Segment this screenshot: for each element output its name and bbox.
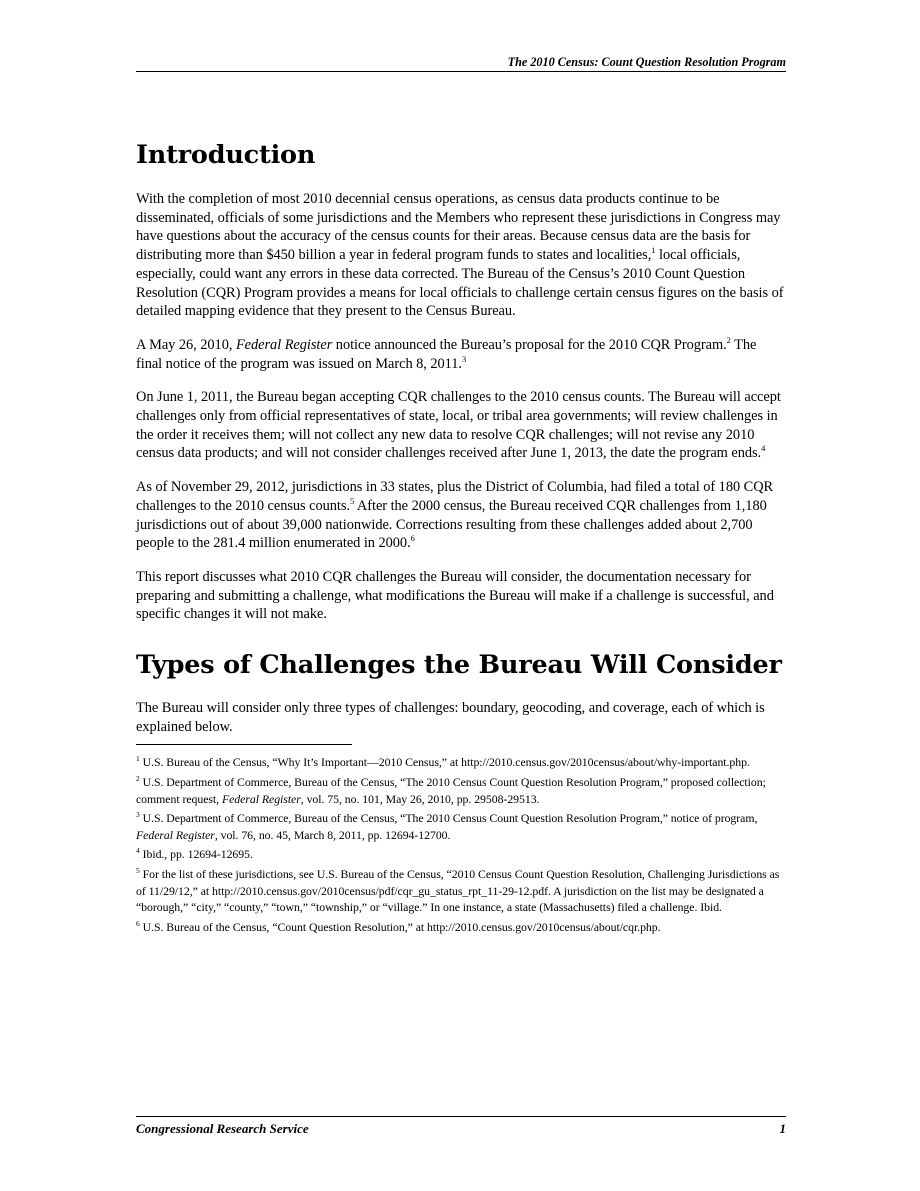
- intro-paragraph-5: This report discusses what 2010 CQR challenges the Bureau will consider, the documentation necessary for preparing and submitting a challenge, what modifications the Bureau will make if a challenge is successful, and specific changes it will not make.: [136, 568, 774, 623]
- footnote-ref-3[interactable]: 3: [461, 353, 467, 364]
- footnote-ref-5[interactable]: 5: [349, 495, 355, 506]
- running-header: The 2010 Census: Count Question Resolution Program: [507, 55, 786, 69]
- section-heading-introduction: Introduction: [136, 140, 316, 170]
- intro-paragraph-3: On June 1, 2011, the Bureau began accepting CQR challenges to the 2010 census counts. The Bureau will accept challenges only from official representatives of state, local, or tribal area governments; will review challenges in the order it receives them; will not collect any new data to resolve CQR challenges; will not revise any 2010 census data products; and will not consider challenges received after June 1, 2013, the date the program ends.$^4$: [136, 389, 781, 462]
- footnote-5: $^5$ For the list of these jurisdictions, see U.S. Bureau of the Census, “2010 Census Count Question Resolution, Challenging Jurisdictions as of 11/29/12,” at http://2010.census.gov/2010census/pdf/cqr_gu_status_rpt_11-29-12.pdf. A jurisdiction on the list may be designated a “borough,” “city,” “county,” “town,” “township,” or “village.” In one instance, a state (Massachusetts) filed a challenge. Ibid.: [136, 866, 780, 915]
- footnote-1: $^1$ U.S. Bureau of the Census, “Why It’s Important—2010 Census,” at http://2010.census.gov/2010census/about/why-important.php.: [136, 754, 750, 770]
- footer-rule: [136, 1116, 786, 1117]
- page-number: 1: [779, 1121, 786, 1136]
- page-content: [136, 140, 786, 938]
- intro-paragraph-1: With the completion of most 2010 decennial census operations, as census data products continue to be disseminated, officials of some jurisdictions and the Members who represent these jurisdictions in Congress may have questions about the accuracy of the census counts for their areas. Because census data are the basis for distributing more than $450 billion a year in federal program funds to states and localities,$^1$ local officials, especially, could want any errors in these data corrected. The Bureau of the Census’s 2010 Count Question Resolution (CQR) Program provides a means for local officials to challenge certain census figures on the basis of detailed mapping evidence that they present to the Census Bureau.: [136, 191, 784, 320]
- intro-paragraph-2: A May 26, 2010, Federal Register notice announced the Bureau’s proposal for the 2010 CQR Program.$^2$ The final notice of the program was issued on March 8, 2011.$^3$: [136, 334, 757, 372]
- footnote-ref-2[interactable]: 2: [726, 334, 731, 345]
- footnote-3: $^3$ U.S. Department of Commerce, Bureau of the Census, “The 2010 Census Count Question Resolution Program,” notice of program, Federal Register, vol. 76, no. 45, March 8, 2011, pp. 12694-12700.: [136, 810, 758, 842]
- footnote-6: $^6$ U.S. Bureau of the Census, “Count Question Resolution,” at http://2010.census.gov/2010census/about/cqr.php.: [136, 918, 661, 934]
- footnote-2: $^2$ U.S. Department of Commerce, Bureau of the Census, “The 2010 Census Count Question Resolution Program,” proposed collection; comment request, Federal Register, vol. 75, no. 101, May 26, 2010, pp. 29508-29513.: [136, 774, 766, 806]
- footnotes: [136, 754, 786, 935]
- footnote-ref-4[interactable]: 4: [761, 443, 766, 454]
- footnote-4: $^4$ Ibid., pp. 12694-12695.: [136, 846, 253, 862]
- header-rule: [136, 71, 786, 72]
- section-heading-types-of-challenges: Types of Challenges the Bureau Will Consider: [136, 650, 782, 681]
- footnote-separator: [136, 744, 352, 745]
- types-paragraph-1: The Bureau will consider only three types of challenges: boundary, geocoding, and coverage, each of which is explained below.: [136, 700, 765, 735]
- footnote-ref-1[interactable]: 1: [651, 245, 656, 256]
- intro-paragraph-4: As of November 29, 2012, jurisdictions in 33 states, plus the District of Columbia, had filed a total of 180 CQR challenges to the 2010 census counts.$^5$ After the 2000 census, the Bureau received CQR challenges from 1,180 jurisdictions out of about 39,000 nationwide. Corrections resulting from these challenges added about 2,700 people to the 281.4 million enumerated in 2000.$^6$: [136, 479, 774, 552]
- footnote-ref-6[interactable]: 6: [410, 533, 415, 544]
- footer-publisher: Congressional Research Service: [136, 1121, 309, 1136]
